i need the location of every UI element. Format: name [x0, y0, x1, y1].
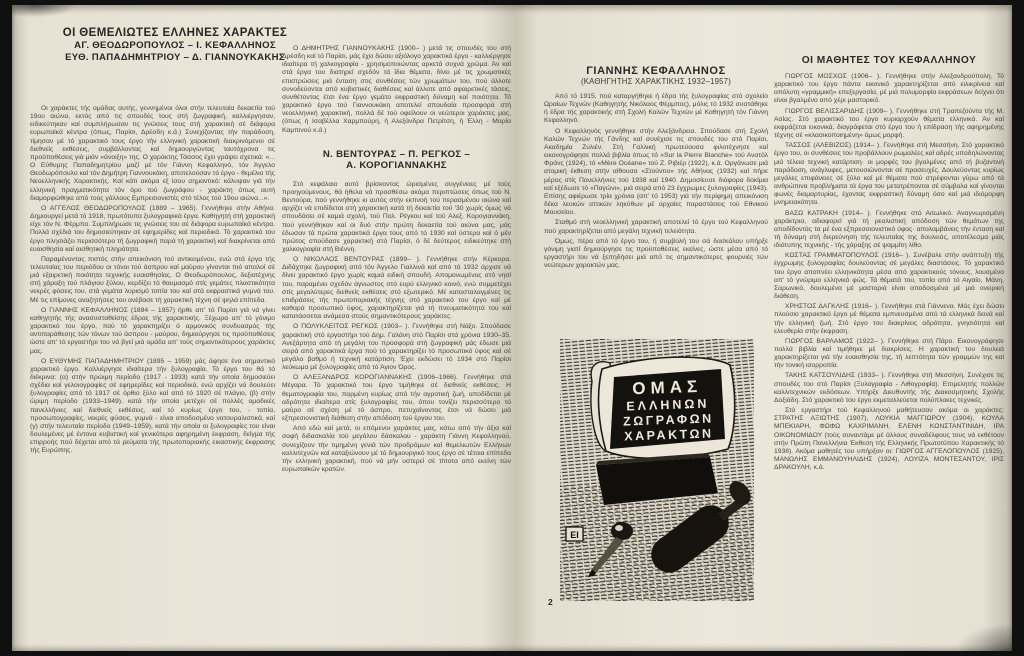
article-header	[544, 65, 768, 87]
paragraph: Παραμένοντας πιστός στήν απεικόνιση τού αντικειμένου, ενώ στά έργα τής τελευταίας του περιόδου οι τόνοι τού άσπρου καί μαύρου γίνονται πιό απαλοί σέ μιά εξαιρετική ποιότητα τεχνικής ευαισθησίας. Ο Θεοδωρόπουλος, δεξιοτέχνης στή χάραξη τού πλάγιου ξύλου, κερδίζει τό θαυμασμό στίς γεμάτες πλαστικότητα νεκρές φύσεις του, στά γεμάτα λυρισμό τοπία του καί στά εκφραστικά γυμνά του. Μέ τις επίμονες αναζητήσεις του ανέβασε τή χαρακτική τέχνη σέ ψηλά επίπεδα.	[30, 255, 275, 304]
paragraph: Από τό 1915, πού καταργήθηκε ή έδρα τής ξυλογραφίας στό σχολείο Ωραίων Τεχνών (Καθηγητής Νικόλαος Φέρμπος), μόλις τό 1932 συστάθηκε ή έδρα τής χαρακτικής στή Σχολή Καλών Τεχνών μέ Καθηγητή τόν Γιάννη Κεφαλληνό.	[544, 93, 768, 125]
paragraph: Ο ΝΙΚΟΛΑΟΣ ΒΕΝΤΟΥΡΑΣ (1899– ). Γεννήθηκε στήν Κέρκυρα. Διδάχτηκε ζωγραφική από τόν Άγγελο Γιαλλινά καί από τό 1932 άρχισε νά δίνει χαρακτικό έργο χωρίς καμιά ειδική σπουδή. Απομονωμένος στό νησί του, παραμένει σχεδόν άγνωστος στό ευρύ ελληνικό κοινό, ενώ συμμετέχει στίς μεγαλύτερες διεθνείς εκθέσεις στό εξωτερικό. Μέ κατασταλαγμένες τις επιδράσεις τής πρωτοποριακής τέχνης στό χαρακτικό του έργο καί μέ καθαρά προσωπικό ύφος, χαρακτηρίζεται γιά τή πνευματικότητά του καί κατατάσσεται ανάμεσα στούς σημαντικότερους χαράκτες.	[282, 256, 511, 321]
paragraph: Σταθμό στή νεοελληνική χαρακτική αποτελεί τό έργο τού Κεφαλληνού πού χαρακτηρίζεται από μεγάλη τεχνική τελειότητα.	[544, 219, 768, 235]
paragraph: Ο ΔΗΜΗΤΡΗΣ ΓΙΑΝΝΟΥΚΑΚΗΣ (1900– ) μετά τις σπουδές του στή Δρέσδη καί τό Παρίσι, μάς έχει δώσει αξιόλογο χαρακτικό έργο - καλλιέργησε ιδιαίτερα τή χαλκογραφία - χρησιμοποιώντας αρκετά συχνά χρώμα. Άν καί στά έργα του διατηρεί σχεδόν τά ίδια θέματα, δίνει μέ τις χρωματικές επιστρώσεις μιά ένταση στις συνθέσεις τών χρωμάτων του, πού άλλοτε συνοδεύονται από κυβιστικές διαθέσεις καί άλλοτε από αφαιρετικές τάσεις, συνθέτοντας έτσι ένα έργο γεμάτο εκφραστική δύναμη καί ποιότητα. Τό χαρακτικό έργο τού Γιαννουκάκη αποτελεί σπουδαία προσφορά στή νεοελληνική χαρακτική, πολλά δέ τού οφείλουν οι νεώτεροι χαράκτες μας, (όπως ή Ισαβέλλα Χαρμπούρη, ή Αλεξάνδρα Πετρίτση, ή Έλλη - Μαρία Καμπινού κ.ά.)	[282, 45, 511, 134]
paragraph: Ο ΕΥΘΥΜΗΣ ΠΑΠΑΔΗΜΗΤΡΙΟΥ (1895 – 1959) μάς άφησε ένα σημαντικό χαρακτικό έργο. Καλλιέργησε ιδιαίτερα τήν ξυλογραφία. Τό έργο του θά τό διέκρινα: (α) στήν πρώιμη περίοδο (1917 - 1933) κατά τήν οποία δημοσιεύει σχέδια καί γελοιογραφίες σέ εφημερίδες καί περιοδικά, ενώ αρχίζει νά δουλεύει ξυλογραφίες από τό 1917 σέ όρθιο ξύλο καί από τό 1920 σέ πλάγιο, (β) στήν ώριμη περίοδο (1933–1949), κατά τήν οποία μετέχει σέ πολλές ομαδικές πανελλήνιες καί διεθνείς εκθέσεις, καί τό κυρίως έργο του, - τοπία, προσωπογραφίες, νεκρές φύσεις, γυμνά - είναι αποδοσμένο νατουραλιστικά, καί (γ) στήν τελευταία περίοδο (1949–1959), κατά τήν οποία οι ξυλογραφίες του είναι δουλεμένες μέ έντονα κυβιστική καί γενικότερα αφηρημένη έκφραση, δείγμα τής επιρροής πού δέχεται από τά ρεύματα τής πρωτοποριακής εικαστικής έκφρασης τής Ευρώπης.	[30, 357, 275, 455]
paragraph: ΚΩΣΤΑΣ ΓΡΑΜΜΑΤΟΠΟΥΛΟΣ (1916– ). Συνέβαλε στήν ανάπτυξη τής έγχρωμης ξυλογραφίας δουλεύοντας σέ μεγάλες διαστάσεις. Τό χαρακτικό του έργο αποπνέει ελληνικότητα μέσα από χαρακτικούς τόνους, λουσμένο απ' τό γνώριμο ελληνικό φώς. Τά θέματά του, τοπία από τό Αιγαίο, Μάνη, Σαρωνικό, δουλεμένα μέ μαστοριά είναι αποδοσμένα μέ μιά ονειρική διάθεση.	[774, 252, 1004, 301]
paragraph: Ο ΠΟΛΥΚΛΕΙΤΟΣ ΡΕΓΚΟΣ (1903– ). Γεννήθηκε στή Νάξο. Σπούδασε χαρακτική στό εργαστήρι τού Δημ. Γαλάνη στό Παρίσι στά χρόνια 1930–35. Ανεξάρτητα από τή μεγάλη του προσφορά στή ζωγραφική μάς έδωσε μιά σειρά από χαρακτικά έργα πού τό χαρακτηρίζει τό προσωπικό ύφος καί σέ μεγάλο βαθμό ή τεχνική κατάρτιση. Έχει εκδώσει τό 1934 στό Παρίσι λεύκωμα μέ ξυλογραφίες από τό Άγιον Όρος.	[282, 323, 511, 372]
section-title-line-2: Α. ΚΟΡΟΓΙΑΝΝΑΚΗΣ	[346, 160, 447, 172]
section-title	[282, 149, 511, 172]
page-title	[48, 27, 302, 63]
paragraph: Ο ΑΛΕΞΑΝΔΡΟΣ ΚΟΡΟΓΙΑΝΝΑΚΗΣ (1906–1966). Γεννήθηκε στά Μέγαρα. Τό χαρακτικό του έργο τιμήθηκε σέ διεθνείς εκθέσεις. Η θεματογραφία του, παρμένη κυρίως από τήν αγροτική ζωή, αποδίδεται μέ αδρότητα ιδιαίτερα στίς ξυλογραφίες του, όπου τονίζει περισσότερο τό μαύρο σέ σχέση μέ τό άσπρο, πετυχαίνοντας έτσι νά δώσει μιά εξπρεσιονιστική διάθεση στήν απόδοση τού έργου του.	[282, 374, 511, 423]
page-number: 2	[548, 597, 553, 607]
section-title-line-1: Ν. ΒΕΝΤΟΥΡΑΣ – Π. ΡΕΓΚΟΣ –	[322, 148, 471, 160]
page-title-authors-1: ΑΓ. ΘΕΟΔΩΡΟΠΟΥΛΟΣ – Ι. ΚΕΦΑΛΛΗΝΟΣ	[74, 40, 276, 51]
woodcut-illustration	[558, 335, 758, 607]
woodcut-text-line-2: ΕΛΛΗΝΩΝ	[626, 396, 710, 414]
page-title-line: ΟΙ ΘΕΜΕΛΙΩΤΕΣ ΕΛΛΗΝΕΣ ΧΑΡΑΚΤΕΣ	[62, 27, 288, 39]
paragraph: ΓΙΩΡΓΟΣ ΜΟΣΧΟΣ (1906– ). Γεννήθηκε στήν Αλεξανδρούπολη. Τό χαρακτικό του έργο πάντα εικονικό χαρακτηρίζεται από ειλικρίνεια καί απόλυτη «γραμμική» επεξεργασία, μέ μιά πολυμορφία εκφράσεων δείχνει ότι είναι βγαλμένο από χέρι μαστορικό.	[774, 73, 1004, 105]
left-page	[12, 5, 518, 651]
woodcut-text-line-1: ΟΜΑΣ	[632, 376, 703, 399]
paragraph: Ο ΑΓΓΕΛΟΣ ΘΕΟΔΩΡΟΠΟΥΛΟΣ (1889 – 1965). Γεννήθηκε στήν Αθήνα. Δημιουργεί μετά τό 1918, πρωτότυπα ξυλογραφικά έργα. Καθηγητή στή χαρακτική είχε τόν Ν. Φέρμπο. Συμπλήρωσε τις γνώσεις του σέ διάφορα ευρωπαϊκά κέντρα. Πολλά σχέδιά του δημοσιεύτηκαν σέ εφημερίδες καί περιοδικά. Τό χαρακτικό του έργο πλησιάζει περισσότερο τή ζωγραφική παρά τή χαρακτική καί διακρίνεται από ευαισθησία καί αισθητική πληρότητα.	[30, 204, 275, 253]
paragraph: Από εδώ καί μετά, οι επόμενοι χαράκτες μας, κάτω από τήν άξια καί σοφή διδασκαλία τού μεγάλου δάσκαλου - χαράκτη Γιάννη Κεφαλληνού, συνεχίζουν τήν τιμημένη γενιά τών προδρόμων καί θεμελιωτών Ελλήνων καλλιτεχνών καί καταξιώνουν μέ τό δημιουργικό τους έργο σέ τέτοια επίπεδα τήν ελληνική χαρακτική, πού νά μήν υστερεί σέ τίποτα από εκείνη τών ευρωπαϊκών κρατών.	[282, 425, 511, 474]
woodcut-text-line-3: ΖΩΓΡΑΦΩΝ	[622, 411, 714, 429]
paragraph: Όμως, πέρα από τό έργο του, ή συμβολή του σά δασκάλου υπήρξε γόνιμη γιατί δημιούργησε τις προϋποθέσεις εκείνες, ώστε μέσα από τό εργαστήρι του νά ξεπηδήσει μιά από τις σημαντικότερες φουρνιές τών νεώτερων χαρακτών μας.	[544, 237, 768, 270]
book-spread-scan	[12, 5, 1012, 651]
paragraph: Ο ΓΙΑΝΝΗΣ ΚΕΦΑΛΛΗΝΟΣ (1894 – 1957) ήρθε απ' τό Παρίσι γιά νά γίνει καθηγητής τής ανασυσταθείσης έδρας τής χαρακτικής. Ξέχωρα απ' τό γόνιμο χαρακτικό του έργο, πού τό χαρακτηρίζει ό αρμονικός συνδυασμός τής αντιπαράθεσης τών τόνων τού άσπρου - μαύρου, δημιούργησε τις προϋποθέσεις ώστε απ' τό εργαστήρι του νά βγεί μιά ομάδα απ' τούς σημαντικότερους χαράκτες μας.	[30, 306, 275, 355]
paragraph: ΒΑΣΩ ΚΑΤΡΑΚΗ (1914– ). Γεννήθηκε στό Αιτωλικό. Αναγνωρισμένη χαράκτρια, αδιαφορεί γιά τή ρεαλιστική απόδοση τών θεμάτων της αποδίδοντάς τα μέ ένα εξπρεσσιονιστικό ύφος· απολαμβάνεις τήν ένταση καί τή δύναμη στή διερεύνηση τής τελευταίας της δουλειάς, αποτέλεσμα μιάς ιδιότυπης τεχνικής - τής χάραξης σέ ψαμμίτη λίθο.	[774, 209, 1004, 250]
paragraph: Στό εργαστήρι τού Κεφαλληνού μαθήτευσαν ακόμα οι χαράκτες: ΣΤΡΑΤΗΣ ΑΞΙΩΤΗΣ (1907), ΛΟΥΚΙΑ ΜΑΓΓΙΩΡΟΥ (1904), ΚΟΥΛΑ ΜΠΕΚΙΑΡΗ, ΦΩΦΩ ΚΑΧΡΙΜΑΝΗ, ΕΛΕΝΗ ΚΩΝΣΤΑΝΤΙΝΙΔΗ, ΙΡΑ ΟΙΚΟΝΟΜΙΔΟΥ (τούς συναντάμε μέ άλλους συναδέλφους τους νά εκθέτουν στήν Πρώτη Πανελλήνια Έκθεση τής Ελληνικής Πρωτοτύπου Χαρακτικής τό 1938). Ακόμα μαθητές του υπήρξαν οι: ΓΙΩΡΓΟΣ ΑΓΓΕΛΟΠΟΥΛΟΣ (1925), ΜΑΝΩΛΗΣ ΕΜΜΑΝΟΥΗΛΙΔΗΣ (1924), ΛΟΥΙΖΑ ΜΟΝΤΕΣΑΝΤΟΥ, ΙΡΙΣ ΔΡΑΚΟΥΛΗ, κ.ά.	[774, 407, 1004, 472]
right-page-column-1	[544, 93, 768, 341]
paragraph: ΤΑΚΗΣ ΚΑΤΣΟΥΛΙΔΗΣ (1933– ). Γεννήθηκε στή Μεσσήνη. Συνέχισε τις σπουδές του στό Παρίσι (Ξυλογραφία - Λιθογραφία). Επιμελητής πολλών καλλιτεχνικών εκδόσεων. Υπήρξε Διευθυντής τής Διακοσμητικής Σχολής Δοξιάδη. Στό χαρακτικό του έργο εκμεταλλεύεται πολύπλοκες τεχνικές.	[774, 372, 1004, 404]
article-title: ΓΙΑΝΝΗΣ ΚΕΦΑΛΛΗΝΟΣ	[586, 65, 726, 77]
paragraph: Ο Κεφαλληνός γεννήθηκε στήν Αλεξάνδρεια. Σπούδασε στή Σχολή Καλών Τεχνών τής Γάνδης καί συνέχισε τις σπουδές του στό Παρίσι, Ακαδημία Ζυλιέν. Στή Γαλλική πρωτεύουσα φιλοτέχνησε καί εικονογράφησε πολλά βιβλία όπως τό «Sur la Pierre Blanche» τού Ανατόλ Φράνς (1924), τό «Mère Océane» τού Ζ. Ριβιέρ (1922), κ.ά. Οργάνωσε μιά ατομική έκθεση στήν αίθουσα «Στούντιο» τής Αθήνας (1932) καί πήρε μέρος στίς Πανελλήνιες τού 1938 καί 1940. Δημοσίευσε διάφορα δοκίμια καί εξέδωσε τό «Παγώνι», μιά σειρά από 23 έγχρωμες ξυλογραφίες (1943). Επίσης αφιέρωσε τρία χρόνια (απ' τό 1953) γιά τήν περίφημη απεικόνιση δέκα λευκών αττικών ληκύθων μέ αρχαίες παραστάσεις τού Εθνικού Μουσείου.	[544, 127, 768, 217]
right-page-column-2	[774, 73, 1004, 629]
woodcut-svg	[558, 335, 758, 607]
paragraph: ΤΑΣΣΟΣ (ΑΛΕΒΙΖΟΣ) (1914– ). Γεννήθηκε στή Μεσσήνη. Στό χαρακτικό έργο του, οι συνθέσεις του προβάλλουν ρωμαλέες καί αδρές υποδηλώνοντας μιά τέλεια τεχνική κατάρτιση· οι μορφές του βγαλμένες από τή βυζαντινή παράδοση, ανάγλυφες, μετουσιώνονται σέ προσευχές. Δουλεύοντας κυρίως μεγάλες επιφάνειες σέ ξύλο καί μέ θέματα πού στρέφονται γύρω από τά ανθρώπινα προβλήματα τά έργα του μετατρέπονται σέ σύμβολα καί γίνονται φωνές διαμαρτυρίας, έχοντας εκφραστική δύναμη όσο καί μιά ιδιόμορφη μνημειακότητα.	[774, 142, 1004, 207]
left-page-column-2	[282, 45, 511, 637]
page-title-authors-2: ΕΥΘ. ΠΑΠΑΔΗΜΗΤΡΙΟΥ – Δ. ΓΙΑΝΝΟΥΚΑΚΗΣ	[65, 51, 285, 63]
paragraph: ΓΙΩΡΓΟΣ ΒΑΡΛΑΜΟΣ (1922– ). Γεννήθηκε στή Πάρο. Εικονογράφησε πολλά βιβλία καί τιμήθηκε μέ διακρίσεις. Η χαρακτική του δουλειά χαρακτηρίζεται γιά τήν ευαισθησία της, τή λεπτότητα τών γραμμών της καί τήν τονική ισορροπία.	[774, 337, 1004, 370]
paragraph: Οι χαράκτες τής ομάδας αυτής, γεννημένοι όλοι στήν τελευταία δεκαετία τού 19ου αιώνα, εκτός από τις σπουδές τους στή ζωγραφική, καλλιέργησαν, ειδικεύτηκαν καί συμπλήρωσαν τις γνώσεις τους στή χαρακτική σέ διάφορα ευρωπαϊκά κέντρα (όπως, Παρίσι, Δρέσδη κ.ά.) Συνεχίζοντας τήν παράδοση, τίμησαν μέ τό χαρακτικό τους έργο τήν ελληνική χαρακτική διακρινόμενοι σέ διεθνείς εκθέσεις, συμβάλλοντας καί δημιουργώντας ταυτόχρονα τις προϋποθέσεις γιά μιάν «άνοιξη» της. Ο χαράκτης Τάσσος έχει γράψει σχετικά: «... Ο Εύθυμης Παπαδημητρίου μαζί μέ τόν Γιάννη Κεφαλληνό, τόν Άγγελο Θεοδωρόπουλο καί τόν Δημήτρη Γιαννουκάκη, αποτελούσαν τό έργο - θεμέλιο τής Νεοελληνικής Χαρακτικής. Καί κάτι ακόμα εξ ίσου σημαντικό: κάλυψαν γιά τήν ελληνική πραγματικότητα τόν όρο τού ζωγράφου - χαράκτη όπως αυτή διαμορφώθηκε από τούς γάλλους Εμπρεσιονιστές στό τέλος τού 19ου αιώνα...».	[30, 105, 275, 202]
paragraph: ΧΡΗΣΤΟΣ ΔΑΓΚΛΗΣ (1916– ). Γεννήθηκε στά Γιάννενα. Μάς έχει δώσει πλούσιο χαρακτικό έργο μέ θέματα εμπνευσμένα από τά ελληνικά δεινά καί τήν ελληνική ζωή. Στό έργο του διακρίνεις αδρότητα, γνησιότητα καί ελευθερία στήν έκφραση.	[774, 303, 1004, 335]
students-section-title: ΟΙ ΜΑΘΗΤΕΣ ΤΟΥ ΚΕΦΑΛΛΗΝΟΥ	[801, 55, 977, 66]
woodcut-text-line-4: ΧΑΡΑΚΤΩΝ	[624, 426, 714, 444]
paragraph: Στό κεφάλαιο αυτό βρίσκοντας ώρισμένες συγγένειες μέ τούς προηγούμενους, θά ήθελα νά προσθέσω ακόμα περιπτώσεις όπως τού Ν. Βεντούρα, πού γεννήθηκε κι αυτός στήν εκπνοή τού περασμένου αιώνα καί αρχίζει νά επιδίδεται στή χαρακτική κατά τή δεκαετία τού '30 χωρίς όμως νά σπουδάσει σέ καμιά σχολή, τού Πολ. Ρέγκου καί τού Αλεξ. Κορογιαννάκη, πού γεννήθηκαν καί οι δυό στήν πρώτη δεκαετία τού αιώνα μας, μάς έδωσαν τά πρώτα χαρακτικά έργα τους από τό 1930 καί ύστερα καί ό μέν πρώτος σπούδασε χαρακτική στό Παρίσι, ό δέ δεύτερος ειδικεύτηκε στή χαλκογραφία στή Βιέννη.	[282, 180, 511, 253]
engraver-monogram: ΕΙ	[570, 530, 579, 540]
right-page	[518, 5, 1012, 651]
left-page-column-1	[30, 105, 275, 650]
paragraph: ΓΙΩΡΓΟΣ ΒΕΛΙΣΣΑΡΙΔΗΣ (1909– ). Γεννήθηκε στή Τραπεζούντα τής Μ. Ασίας. Στό χαρακτικό του έργο κυριαρχούν θέματα ελληνικά. Άν καί εκφράζεται εικονικά, διαγράφεται στό έργο του ή επίδραση τής αφηρημένης τέχνης σέ «κλασικοποιημένη» όμως μορφή.	[774, 107, 1004, 140]
article-subtitle: (ΚΑΘΗΓΗΤΗΣ ΧΑΡΑΚΤΙΚΗΣ 1932–1957)	[580, 77, 732, 86]
